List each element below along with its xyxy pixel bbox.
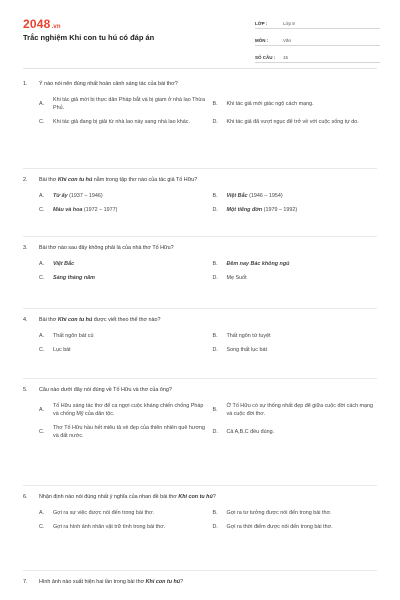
- option-text: Máu và hoa (1972 – 1977): [53, 207, 118, 213]
- question-divider: [23, 308, 377, 309]
- question-7: [23, 578, 380, 586]
- question-5: [23, 386, 380, 440]
- option-letter: D.: [212, 429, 218, 435]
- option-text: Sáng tháng năm: [53, 275, 95, 281]
- question-3: [23, 244, 380, 282]
- answer-option-d[interactable]: [213, 274, 381, 282]
- option-text: Thơ Tố Hữu hầu hết miêu tả vẻ đẹp của thiên nhiên quê hương và đất nước.: [53, 425, 206, 439]
- answer-options: [23, 260, 380, 282]
- option-text: Khi tác giả mới giác ngộ cách mạng.: [226, 101, 314, 107]
- answer-option-a[interactable]: [39, 509, 207, 517]
- question-1: [23, 80, 380, 126]
- answer-option-b[interactable]: [213, 260, 381, 268]
- answer-option-b[interactable]: [213, 332, 381, 340]
- option-letter: D.: [212, 524, 218, 530]
- answer-options: [23, 96, 380, 126]
- option-text: Ở Tố Hữu có sự thống nhất đẹp đẽ giữa cuộc đời cách mạng và cuộc đời thơ.: [226, 403, 374, 417]
- question-number: 6.: [23, 494, 28, 500]
- question-4: [23, 316, 380, 354]
- option-text: Một tiếng đờn (1979 – 1992): [226, 207, 298, 213]
- answer-option-c[interactable]: [39, 523, 207, 531]
- answer-option-a[interactable]: [39, 96, 207, 112]
- meta-row-count: [255, 49, 380, 63]
- question-text: [23, 493, 380, 501]
- answer-option-c[interactable]: [39, 118, 207, 126]
- question-prompt: Bài thơ Khi con tu hú nằm trong tập thơ nào của tác giả Tố Hữu?: [39, 177, 198, 183]
- question-divider: [23, 570, 377, 571]
- option-letter: A.: [39, 333, 45, 339]
- answer-option-b[interactable]: [213, 96, 381, 112]
- question-text: [23, 386, 380, 394]
- option-text: Đêm nay Bác không ngủ: [226, 261, 290, 267]
- option-text: Từ ấy (1937 – 1946): [53, 193, 103, 199]
- answer-option-c[interactable]: [39, 206, 207, 214]
- question-number: 1.: [23, 81, 28, 87]
- meta-key: LỚP :: [255, 21, 268, 26]
- option-text: Mẹ Suốt: [226, 275, 247, 281]
- question-text: [23, 244, 380, 252]
- answer-option-a[interactable]: [39, 260, 207, 268]
- answer-option-d[interactable]: [213, 346, 381, 354]
- answer-options: [23, 402, 380, 440]
- question-prompt: Hình ảnh nào xuất hiện hai lần trong bài thơ Khi con tu hú?: [39, 579, 184, 585]
- meta-key: MÔN :: [255, 38, 269, 43]
- question-text: [23, 80, 380, 88]
- option-text: Khi tác giả mới bị thực dân Pháp bắt và bị giam ở nhà lao Thừa Phủ.: [53, 97, 206, 111]
- option-text: Cả A,B,C đều đúng.: [226, 429, 275, 435]
- question-2: [23, 176, 380, 214]
- option-text: Thất ngôn tứ tuyệt: [226, 333, 271, 339]
- option-text: Tố Hữu sáng tác thơ để ca ngợi cuộc kháng chiến chống Pháp và chống Mỹ của dân tộc.: [53, 403, 204, 417]
- answer-option-c[interactable]: [39, 346, 207, 354]
- document-meta: [255, 15, 380, 63]
- answer-option-a[interactable]: [39, 332, 207, 340]
- meta-key: SỐ CÂU :: [255, 55, 276, 60]
- option-letter: C.: [39, 347, 45, 353]
- poem-title: Khi con tu hú: [57, 177, 93, 183]
- option-letter: C.: [39, 207, 45, 213]
- answer-option-a[interactable]: [39, 192, 207, 200]
- answer-option-b[interactable]: [213, 509, 381, 517]
- option-text: Thất ngôn bát cú: [53, 333, 94, 339]
- answer-option-a[interactable]: [39, 402, 207, 418]
- question-number: 7.: [23, 579, 28, 585]
- option-letter: D.: [212, 207, 218, 213]
- option-letter: A.: [39, 407, 45, 413]
- option-letter: D.: [212, 275, 218, 281]
- page-header: [0, 0, 400, 70]
- option-letter: C.: [39, 119, 45, 125]
- answer-option-b[interactable]: [213, 402, 381, 418]
- option-text: Gợi ra thời điểm được nói đến trong bài thơ.: [226, 524, 333, 530]
- question-prompt: Ý nào nói nên đúng nhất hoàn cảnh sáng tác của bài thơ?: [39, 81, 178, 87]
- meta-value: Lớp 8: [283, 21, 295, 26]
- question-number: 3.: [23, 245, 28, 251]
- answer-option-c[interactable]: [39, 274, 207, 282]
- option-letter: A.: [39, 101, 45, 107]
- question-text: [23, 578, 380, 586]
- answer-option-d[interactable]: [213, 424, 381, 440]
- option-letter: A.: [39, 261, 45, 267]
- option-letter: D.: [212, 347, 218, 353]
- option-text: Gợi ra sự việc được nói đến trong bài thơ.: [53, 510, 155, 516]
- question-number: 4.: [23, 317, 28, 323]
- option-letter: B.: [212, 261, 218, 267]
- option-text: Việt Bắc (1946 – 1954): [226, 193, 283, 199]
- question-text: [23, 316, 380, 324]
- question-divider: [23, 168, 377, 169]
- option-letter: C.: [39, 524, 45, 530]
- question-prompt: Bài thơ Khi con tu hú được viết theo thể thơ nào?: [39, 317, 161, 323]
- option-letter: B.: [212, 407, 218, 413]
- poem-title: Khi con tu hú: [178, 494, 213, 500]
- question-number: 2.: [23, 177, 28, 183]
- option-text: Song thất lục bát: [226, 347, 267, 353]
- question-divider: [23, 236, 377, 237]
- poem-title: Khi con tu hú: [145, 579, 181, 585]
- meta-row-subject: [255, 32, 380, 46]
- option-text: Khi tác giả đã vượt ngục để trở về với cuộc sống tự do.: [226, 119, 359, 125]
- option-text: Khi tác giả đang bị giải từ nhà lao này sang nhà lao khác.: [53, 119, 190, 125]
- question-divider: [23, 485, 377, 486]
- option-text: Việt Bắc: [53, 261, 75, 267]
- answer-option-b[interactable]: [213, 192, 381, 200]
- option-letter: C.: [39, 275, 45, 281]
- answer-option-d[interactable]: [213, 523, 381, 531]
- question-number: 5.: [23, 387, 28, 393]
- question-6: [23, 493, 380, 531]
- option-letter: B.: [212, 510, 218, 516]
- option-text: Gợi ra hình ảnh nhân vật trữ tình trong bài thơ.: [53, 524, 166, 530]
- question-text: [23, 176, 380, 184]
- poem-title: Khi con tu hú: [57, 317, 93, 323]
- option-letter: A.: [39, 510, 45, 516]
- question-prompt: Nhận định nào nói đúng nhất ý nghĩa của nhan đề bài thơ Khi con tu hú?: [39, 494, 216, 500]
- answer-options: [23, 332, 380, 354]
- document-title: Trắc nghiệm Khi con tu hú có đáp án: [23, 33, 155, 42]
- header-divider: [23, 68, 377, 69]
- option-letter: A.: [39, 193, 45, 199]
- question-divider: [23, 378, 377, 379]
- option-letter: B.: [212, 333, 218, 339]
- option-letter: C.: [39, 429, 45, 435]
- option-letter: D.: [212, 119, 218, 125]
- question-prompt: Câu nào dưới đây nói đúng về Tố Hữu và thơ của ông?: [39, 387, 172, 393]
- meta-row-class: [255, 15, 380, 29]
- answer-options: [23, 192, 380, 214]
- option-letter: B.: [212, 193, 218, 199]
- answer-option-d[interactable]: [213, 206, 381, 214]
- option-text: Lục bát: [53, 347, 71, 353]
- meta-value: Văn: [283, 38, 292, 43]
- option-text: Gợi ra tư tưởng được nói đến trong bài thơ.: [226, 510, 332, 516]
- meta-value: 15: [283, 55, 289, 60]
- option-letter: B.: [212, 101, 218, 107]
- question-prompt: Bài thơ nào sau đây không phải là của nhà thơ Tố Hữu?: [39, 245, 174, 251]
- answer-options: [23, 509, 380, 531]
- site-logo[interactable]: 2048.vn: [23, 17, 61, 31]
- answer-option-d[interactable]: [213, 118, 381, 126]
- answer-option-c[interactable]: [39, 424, 207, 440]
